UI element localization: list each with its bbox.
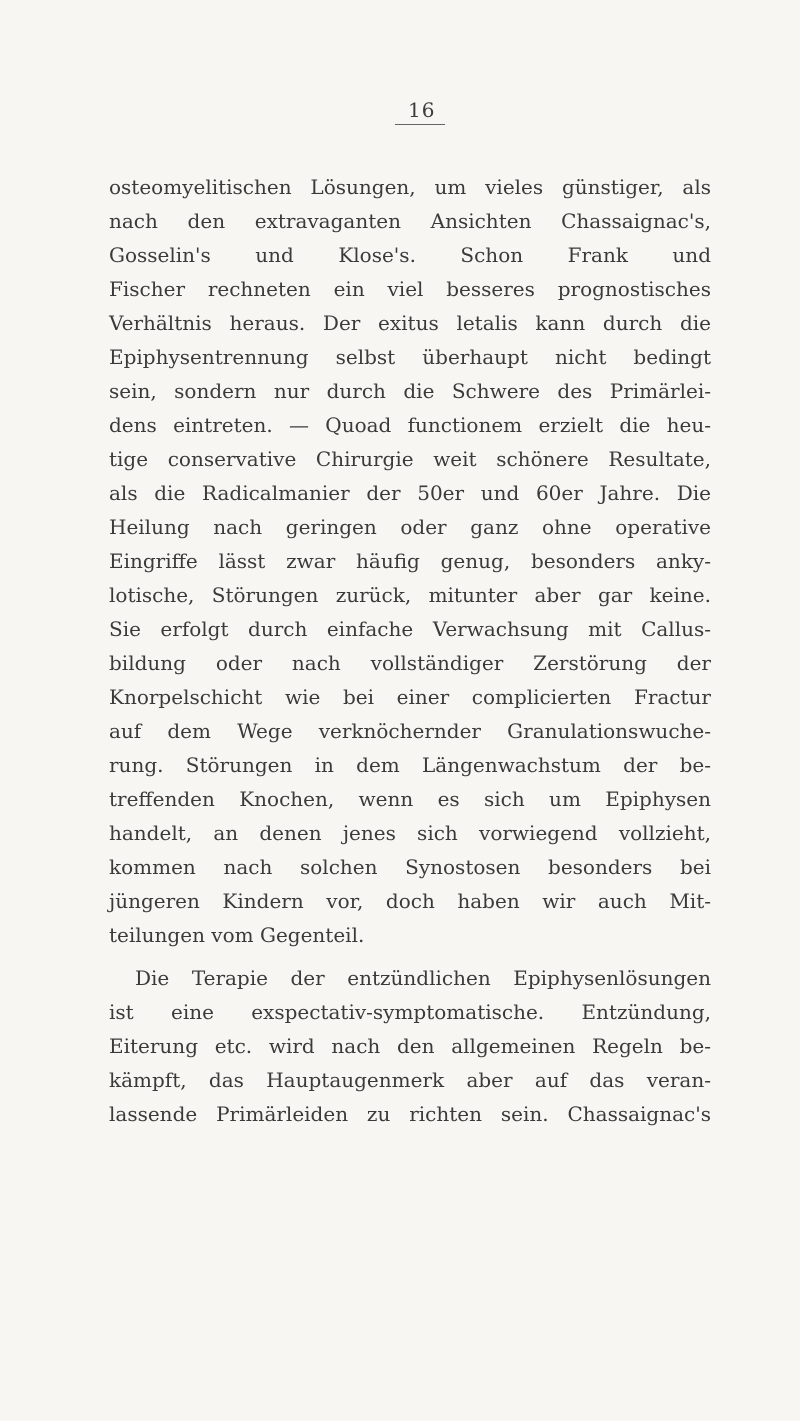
text-line: treffenden Knochen, wenn es sich um Epiphysen — [109, 787, 711, 811]
text-line: bildung oder nach vollständiger Zerstörung der — [109, 651, 711, 675]
text-line: Die Terapie der entzündlichen Epiphysenlösungen — [135, 966, 711, 990]
text-line: nach den extravaganten Ansichten Chassaignac's, — [109, 209, 711, 233]
text-line: lassende Primärleiden zu richten sein. Chassaignac's — [109, 1102, 711, 1126]
text-line: sein, sondern nur durch die Schwere des Primärlei- — [109, 379, 711, 403]
text-line: Sie erfolgt durch einfache Verwachsung mit Callus- — [109, 617, 711, 641]
text-line: Eingriffe lässt zwar häufig genug, besonders anky- — [109, 549, 711, 573]
text-line: rung. Störungen in dem Längenwachstum der be- — [109, 753, 711, 777]
text-line: Knorpelschicht wie bei einer complicierten Fractur — [109, 685, 711, 709]
page-number: 16 — [408, 98, 436, 122]
text-line: lotische, Störungen zurück, mitunter aber gar keine. — [109, 583, 711, 607]
text-line: kommen nach solchen Synostosen besonders bei — [109, 855, 711, 879]
page-number-rule — [395, 124, 445, 125]
text-line: Gosselin's und Klose's. Schon Frank und — [109, 243, 711, 267]
text-line: Eiterung etc. wird nach den allgemeinen Regeln be- — [109, 1034, 711, 1058]
text-line: osteomyelitischen Lösungen, um vieles günstiger, als — [109, 175, 711, 199]
text-line: als die Radicalmanier der 50er und 60er Jahre. Die — [109, 481, 711, 505]
text-line: ist eine exspectativ-symptomatische. Entzündung, — [109, 1000, 711, 1024]
text-line: Fischer rechneten ein viel besseres prognostisches — [109, 277, 711, 301]
text-line: Epiphysentrennung selbst überhaupt nicht bedingt — [109, 345, 711, 369]
text-line: tige conservative Chirurgie weit schönere Resultate, — [109, 447, 711, 471]
text-line: handelt, an denen jenes sich vorwiegend vollzieht, — [109, 821, 711, 845]
text-line: jüngeren Kindern vor, doch haben wir auch Mit- — [109, 889, 711, 913]
text-line: auf dem Wege verknöchernder Granulationswuche- — [109, 719, 711, 743]
text-line: teilungen vom Gegenteil. — [109, 923, 365, 947]
text-line: dens eintreten. — Quoad functionem erzielt die heu- — [109, 413, 711, 437]
text-line: Verhältnis heraus. Der exitus letalis kann durch die — [109, 311, 711, 335]
text-line: Heilung nach geringen oder ganz ohne operative — [109, 515, 711, 539]
text-line: kämpft, das Hauptaugenmerk aber auf das veran- — [109, 1068, 711, 1092]
